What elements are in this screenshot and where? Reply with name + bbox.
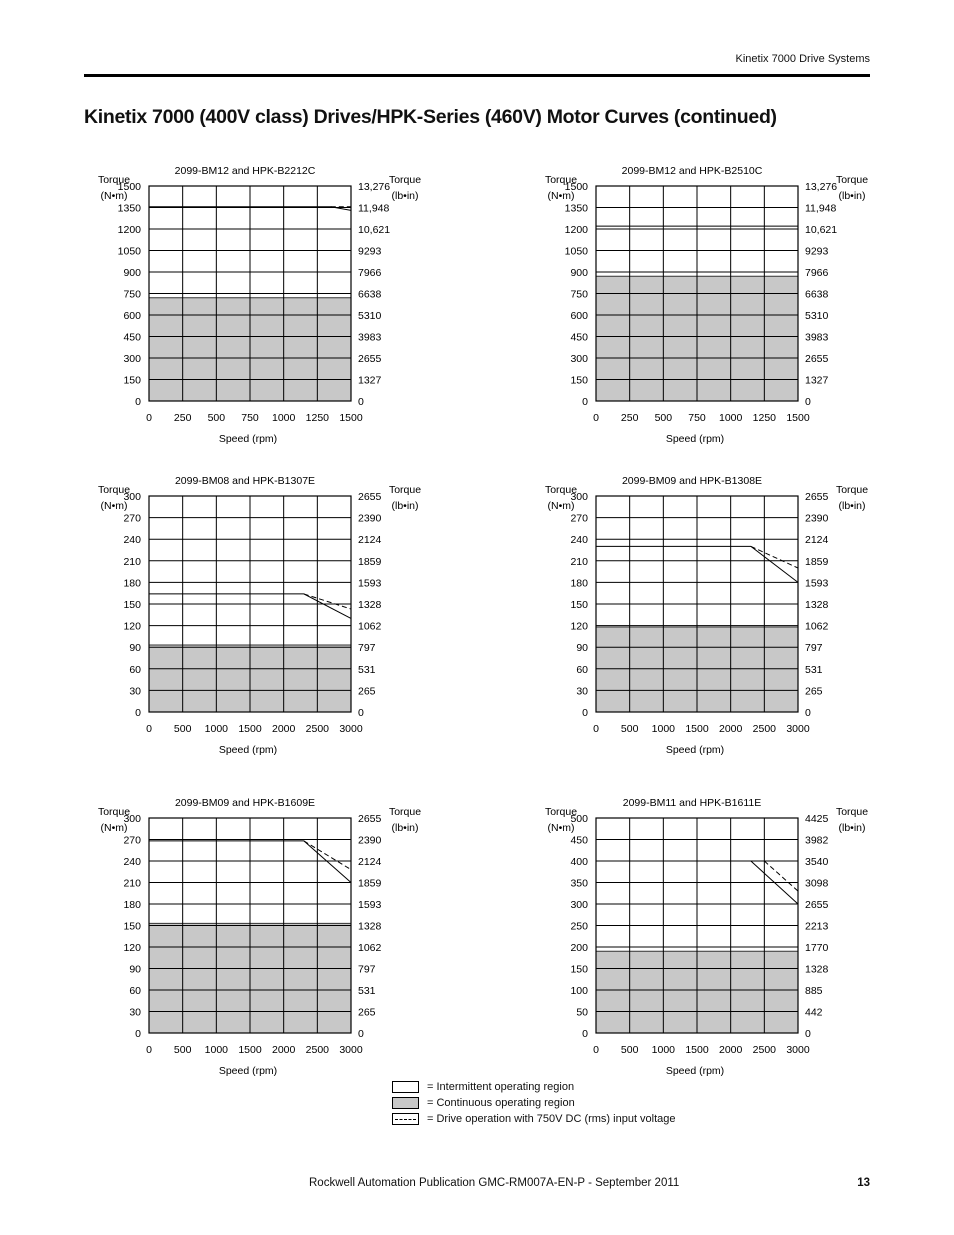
chart4-xtick: 0 [593,723,599,735]
chart5-ytick-left: 210 [123,877,141,890]
legend-label-continuous: = Continuous operating region [427,1097,575,1109]
chart3-ytick-right: 531 [358,663,376,676]
chart2-xtick: 500 [654,412,673,424]
chart3-xtick: 1500 [238,723,262,735]
chart6-ytick-left: 100 [570,985,588,997]
chart1-ytick-left: 900 [123,267,141,279]
chart5-ytick-right: 2655 [358,813,382,825]
chart3-ytick-right: 797 [358,642,376,655]
chart4-xtick: 1000 [651,723,676,735]
legend-swatch-intermittent [392,1081,419,1093]
chart5-ytick-right: 797 [358,963,376,976]
chart6-ylabel-left-unit: (N•m) [547,822,575,834]
chart4-ytick-right: 265 [805,685,823,698]
chart2-ylabel-left-unit: (N•m) [547,190,575,202]
chart5-xtick: 500 [173,1044,192,1056]
chart1-ytick-right: 10,621 [358,224,391,236]
chart3-ylabel-left: Torque [97,484,131,496]
chart3-ytick-left: 150 [123,599,141,611]
chart1-xtick: 250 [173,412,192,424]
chart5-ylabel-left-unit: (N•m) [100,822,128,834]
chart2-ytick-right: 3983 [805,331,829,344]
chart1-ytick-right: 13,276 [358,181,391,193]
chart5-ytick-right: 2390 [358,834,382,847]
chart3-ytick-right: 1593 [358,577,382,590]
chart3-ylabel-left-unit: (N•m) [100,500,128,512]
chart1-ytick-right: 7966 [358,267,382,279]
chart6-ytick-right: 1770 [805,942,829,954]
chart4-ytick-right: 1593 [805,577,829,590]
chart1-ytick-right: 5310 [358,310,382,322]
chart1-ylabel-right-unit: (lb•in) [391,190,419,202]
chart5-dashed-curve [304,841,351,870]
chart5-xtick: 2500 [305,1044,330,1056]
chart2-xlabel: Speed (rpm) [665,433,725,445]
chart2-ytick-left: 300 [570,353,588,365]
chart6-ytick-right: 3098 [805,877,829,890]
chart4-ylabel-right-unit: (lb•in) [838,500,866,512]
chart3-ytick-left: 90 [129,642,141,655]
chart4-ytick-right: 2655 [805,491,829,503]
chart1-ytick-left: 1500 [117,181,141,193]
chart5-ylabel-left: Torque [97,806,131,818]
chart3-xtick: 2000 [271,723,296,735]
chart3-ytick-right: 0 [358,707,364,719]
chart4-ytick-left: 150 [570,599,588,611]
chart6-ytick-right: 4425 [805,813,829,825]
chart5-ytick-right: 0 [358,1028,364,1040]
chart3-ytick-left: 210 [123,555,141,568]
chart3-xtick: 1000 [204,723,229,735]
chart4-ytick-left: 270 [570,512,588,525]
chart6-ytick-left: 400 [570,856,588,868]
chart1-ytick-right: 9293 [358,245,382,258]
chart1-xtick: 750 [241,412,259,424]
chart4-ytick-left: 0 [582,707,588,719]
legend-continuous [392,1095,676,1111]
chart1-xtick: 1500 [339,412,363,424]
chart3-ytick-right: 2124 [358,534,382,547]
chart5-ytick-left: 30 [129,1006,141,1019]
chart4-ytick-right: 2124 [805,534,829,547]
chart5-ytick-right: 1062 [358,942,382,954]
chart6-xtick: 2000 [718,1044,743,1056]
legend-label-dashed: = Drive operation with 750V DC (rms) input voltage [427,1113,676,1125]
chart2-ytick-left: 750 [570,288,588,301]
chart2-ytick-left: 1200 [564,224,588,236]
chart6-xtick: 0 [593,1044,599,1056]
chart3-xtick: 500 [173,723,192,735]
chart5-ytick-right: 2124 [358,856,382,868]
chart1-ytick-right: 3983 [358,331,382,344]
chart4-xtick: 1500 [685,723,709,735]
chart2-ytick-left: 1500 [564,181,588,193]
chart1-ytick-left: 600 [123,310,141,322]
chart2-ytick-right: 6638 [805,288,829,301]
chart1-title: 2099-BM12 and HPK-B2212C [174,165,316,177]
chart4-ytick-left: 120 [570,620,588,633]
chart6-ylabel-right: Torque [835,806,869,818]
running-header: Kinetix 7000 Drive Systems [735,53,870,65]
chart6-xtick: 3000 [786,1044,810,1056]
chart2-ylabel-right: Torque [835,174,869,186]
chart4-xtick: 3000 [786,723,810,735]
chart2-ytick-right: 7966 [805,267,829,279]
chart5-ytick-right: 1328 [358,920,382,933]
chart5-title: 2099-BM09 and HPK-B1609E [174,797,316,809]
chart2-xtick: 1250 [752,412,777,424]
chart2-ytick-right: 13,276 [805,181,838,193]
chart2-ytick-left: 150 [570,374,588,387]
chart3-ytick-left: 0 [135,707,141,719]
chart6-ytick-left: 350 [570,877,588,890]
chart4-ytick-right: 1859 [805,555,829,568]
legend-swatch-dashed [392,1113,419,1125]
chart1-ytick-left: 0 [135,396,141,408]
chart6-xtick: 2500 [752,1044,777,1056]
chart4-ytick-left: 30 [576,685,588,698]
chart2-ytick-right: 5310 [805,310,829,322]
chart2-ytick-right: 2655 [805,353,829,365]
chart4-ylabel-left: Torque [544,484,578,496]
chart4-ytick-right: 2390 [805,512,829,525]
chart3-ytick-right: 265 [358,685,376,698]
chart2-ytick-right: 0 [805,396,811,408]
chart1-ytick-right: 11,948 [358,202,390,215]
chart5-xtick: 1000 [204,1044,229,1056]
chart2-ytick-right: 11,948 [805,202,837,215]
chart1-ytick-left: 300 [123,353,141,365]
chart3-xtick: 0 [146,723,152,735]
chart6-ylabel-right-unit: (lb•in) [838,822,866,834]
chart5-xtick: 0 [146,1044,152,1056]
chart1-ytick-left: 1050 [117,245,141,258]
chart1-ytick-left: 450 [123,331,141,344]
chart1-ylabel-right: Torque [388,174,422,186]
chart4-ytick-right: 797 [805,642,823,655]
chart2-ytick-left: 450 [570,331,588,344]
chart6-ytick-left: 300 [570,899,588,911]
chart5-ytick-left: 120 [123,942,141,954]
chart3-ytick-right: 1328 [358,599,382,611]
chart6-ytick-right: 3982 [805,834,829,847]
chart4-ytick-left: 210 [570,555,588,568]
chart2-ylabel-left: Torque [544,174,578,186]
legend-swatch-continuous [392,1097,419,1109]
chart4-ylabel-left-unit: (N•m) [547,500,575,512]
chart3-ytick-left: 60 [129,663,141,676]
chart5-ylabel-right-unit: (lb•in) [391,822,419,834]
chart3-ytick-left: 30 [129,685,141,698]
chart1-xtick: 500 [207,412,226,424]
footer-publication: Rockwell Automation Publication GMC-RM007A-EN-P - September 2011 [309,1177,680,1189]
chart2-xtick: 250 [620,412,639,424]
chart6-xtick: 1500 [685,1044,709,1056]
chart3-ytick-left: 270 [123,512,141,525]
chart6-ytick-left: 200 [570,942,588,954]
chart5-ytick-left: 60 [129,985,141,997]
chart6-ytick-left: 150 [570,963,588,976]
chart4-ytick-right: 0 [805,707,811,719]
chart6-ytick-right: 3540 [805,856,829,868]
chart1-ytick-left: 1350 [117,202,141,215]
legend-intermittent [392,1079,676,1095]
chart3-xlabel: Speed (rpm) [218,744,278,756]
chart3-ytick-left: 120 [123,620,141,633]
page-title: Kinetix 7000 (400V class) Drives/HPK-Series (460V) Motor Curves (continued) [84,106,777,128]
chart3-ytick-left: 300 [123,491,141,503]
chart1-ytick-right: 6638 [358,288,382,301]
chart2-ylabel-right-unit: (lb•in) [838,190,866,202]
chart2-xtick: 1000 [718,412,743,424]
chart5-ylabel-right: Torque [388,806,422,818]
chart5-ytick-right: 265 [358,1006,376,1019]
chart2-ytick-left: 600 [570,310,588,322]
chart6-ytick-right: 1328 [805,963,829,976]
chart5-ytick-left: 240 [123,856,141,868]
legend-dashed [392,1111,676,1127]
chart1-xlabel: Speed (rpm) [218,433,278,445]
chart2-xtick: 0 [593,412,599,424]
chart2-ytick-right: 10,621 [805,224,838,236]
chart5-ytick-left: 300 [123,813,141,825]
chart6-ytick-left: 50 [576,1006,588,1019]
chart5-xlabel: Speed (rpm) [218,1065,278,1077]
chart3-title: 2099-BM08 and HPK-B1307E [174,475,316,487]
chart5-xtick: 2000 [271,1044,296,1056]
chart6-ytick-left: 500 [570,813,588,825]
chart3-ytick-right: 1062 [358,620,382,633]
chart2-ytick-left: 1050 [564,245,588,258]
chart1-xtick: 1000 [271,412,296,424]
chart3-ytick-right: 1859 [358,555,382,568]
chart3-xtick: 2500 [305,723,330,735]
chart6-xlabel: Speed (rpm) [665,1065,725,1077]
chart3-ytick-right: 2655 [358,491,382,503]
chart2-ytick-left: 1350 [564,202,588,215]
chart2-ytick-right: 9293 [805,245,829,258]
chart4-xtick: 2000 [718,723,743,735]
chart3-ytick-left: 240 [123,534,141,547]
chart5-ytick-left: 90 [129,963,141,976]
chart4-ytick-left: 240 [570,534,588,547]
chart1-ytick-left: 150 [123,374,141,387]
chart6-ytick-right: 0 [805,1028,811,1040]
chart2-ytick-left: 0 [582,396,588,408]
chart2-title: 2099-BM12 and HPK-B2510C [621,165,763,177]
chart2-ytick-left: 900 [570,267,588,279]
chart4-title: 2099-BM09 and HPK-B1308E [621,475,763,487]
chart3-xtick: 3000 [339,723,363,735]
chart6-ytick-right: 442 [805,1006,823,1019]
chart5-xtick: 3000 [339,1044,363,1056]
chart4-ytick-left: 180 [570,577,588,590]
chart4-xtick: 2500 [752,723,777,735]
chart1-ytick-left: 1200 [117,224,141,236]
chart1-ytick-left: 750 [123,288,141,301]
chart6-xtick: 1000 [651,1044,676,1056]
chart6-ytick-right: 2213 [805,920,829,933]
chart6-title: 2099-BM11 and HPK-B1611E [622,797,762,809]
chart4-ylabel-right: Torque [835,484,869,496]
chart4-ytick-left: 60 [576,663,588,676]
chart3-ylabel-right-unit: (lb•in) [391,500,419,512]
chart2-ytick-right: 1327 [805,374,829,387]
chart4-ytick-right: 1328 [805,599,829,611]
chart5-ytick-right: 1593 [358,899,382,911]
chart4-ytick-right: 1062 [805,620,829,633]
chart4-xlabel: Speed (rpm) [665,744,725,756]
chart5-ytick-right: 531 [358,985,376,997]
chart6-xtick: 500 [620,1044,639,1056]
chart3-ytick-left: 180 [123,577,141,590]
chart4-ytick-right: 531 [805,663,823,676]
chart5-ytick-left: 150 [123,920,141,933]
chart6-ylabel-left: Torque [544,806,578,818]
chart6-ytick-left: 250 [570,920,588,933]
chart5-ytick-left: 180 [123,899,141,911]
chart5-xtick: 1500 [238,1044,262,1056]
chart4-xtick: 500 [620,723,639,735]
chart1-xtick: 1250 [305,412,330,424]
chart3-ytick-right: 2390 [358,512,382,525]
chart4-ytick-left: 300 [570,491,588,503]
page-number: 13 [857,1177,870,1189]
chart1-ytick-right: 2655 [358,353,382,365]
chart5-ytick-left: 0 [135,1028,141,1040]
chart2-xtick: 1500 [786,412,810,424]
chart6-ytick-left: 0 [582,1028,588,1040]
chart5-ytick-left: 270 [123,834,141,847]
chart6-ytick-right: 885 [805,985,823,997]
legend [392,1079,676,1127]
chart1-xtick: 0 [146,412,152,424]
chart2-xtick: 750 [688,412,706,424]
chart6-ytick-right: 2655 [805,899,829,911]
chart1-ylabel-left-unit: (N•m) [100,190,128,202]
chart1-ylabel-left: Torque [97,174,131,186]
chart3-dashed-curve [304,594,351,609]
chart1-ytick-right: 1327 [358,374,382,387]
chart3-ylabel-right: Torque [388,484,422,496]
legend-label-intermittent: = Intermittent operating region [427,1081,575,1093]
chart6-dashed-curve [764,861,798,891]
chart1-ytick-right: 0 [358,396,364,408]
chart5-ytick-right: 1859 [358,877,382,890]
chart6-ytick-left: 450 [570,834,588,847]
chart4-ytick-left: 90 [576,642,588,655]
